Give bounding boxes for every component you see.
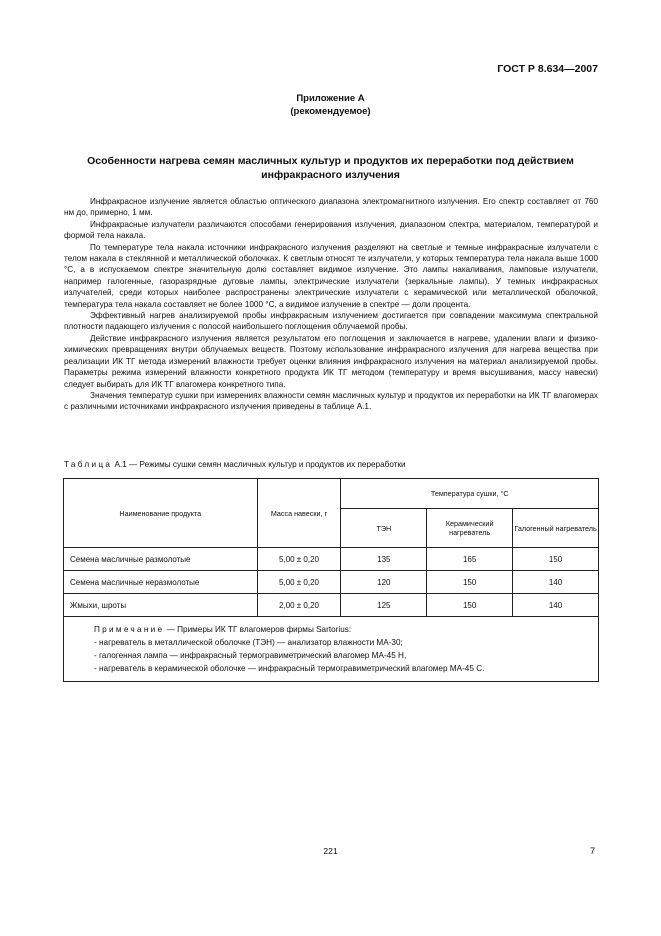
cell-ten: 120 [341,571,427,594]
table-caption-word: Таблица [64,460,113,469]
drying-modes-table [63,478,599,682]
note-word: Примечание [94,625,165,634]
header-product: Наименование продукта [64,479,258,548]
appendix-status: (рекомендуемое) [290,106,371,117]
section-title: Особенности нагрева семян масличных культур и продуктов их переработки под действием инфракрасного излучения [87,155,574,181]
table-note [64,617,599,682]
note-item: - нагреватель в металлической оболочке (ТЭН) — анализатор влажности МА-30; [94,638,403,647]
body-text [64,196,598,413]
cell-mass: 2,00 ± 0,20 [257,594,341,617]
note-item: - галогенная лампа — инфракрасный термогравиметрический влагомер МА-45 Н, [94,651,407,660]
cell-product: Семена масличные размолотые [64,548,258,571]
header-halogen: Галогенный нагреватель [513,509,599,548]
header-temperature: Температура сушки, °С [341,479,599,509]
cell-product: Семена масличные неразмолотые [64,571,258,594]
cell-ceramic: 165 [427,548,513,571]
table-row [64,571,599,594]
cell-ceramic: 150 [427,594,513,617]
table-caption-text: А.1 — Режимы сушки семян масличных культур и продуктов их переработки [114,460,406,469]
cell-ten: 125 [341,594,427,617]
note-item: - нагреватель в керамической оболочке — инфракрасный термогравиметрический влагомер МА-45 С. [94,664,485,673]
paragraph: Действие инфракрасного излучения является результатом его поглощения и заключается в нагреве, удалении влаги и физико-химических превращениях внутри облучаемых веществ. Поэтому использование инфракрасного излучения для нагрева вещества при реализации ИК ТГ метода измерений влажности требует оценки влияния инфракрасного излучения на материал анализируемой пробы. Параметры режима измерений влажности конкретного продукта ИК ТГ методом (температуру и время высушивания, массу навески) следует выбирать для ИК ТГ влагомера конкретного типа. [64,333,598,389]
cell-mass: 5,00 ± 0,20 [257,571,341,594]
note-heading [94,623,590,636]
cell-halogen: 150 [513,548,599,571]
cell-ceramic: 150 [427,571,513,594]
table-row [64,594,599,617]
appendix-heading [0,92,661,118]
table-row [64,548,599,571]
cell-halogen: 140 [513,571,599,594]
paragraph: Инфракрасное излучение является областью оптического диапазона электромагнитного излучения. Его спектр составляет от 760 нм до, примерно, 1 мм. [64,197,598,218]
cell-ten: 135 [341,548,427,571]
header-ten: ТЭН [341,509,427,548]
note-text: — Примеры ИК ТГ влагомеров фирмы Sartorius: [166,625,352,634]
cell-halogen: 140 [513,594,599,617]
document-code: ГОСТ Р 8.634—2007 [497,63,598,75]
cell-mass: 5,00 ± 0,20 [257,548,341,571]
cell-product: Жмыхи, шроты [64,594,258,617]
footer-standard-page: 7 [590,846,596,856]
header-mass: Масса навески, г [257,479,341,548]
appendix-label: Приложение А [296,93,365,104]
table-caption [64,460,406,469]
footer-page-number: 221 [323,846,338,856]
paragraph: Инфракрасные излучатели различаются способами генерирования излучения, диапазоном спектра, материалом, температурой и формой тела накала. [64,219,598,241]
paragraph: Эффективный нагрев анализируемой пробы инфракрасным излучением достигается при совпадении максимума спектральной плотности падающего излучения с полосой наибольшего поглощения облучаемой пробы. [64,311,598,332]
header-ceramic: Керамический нагреватель [427,509,513,548]
paragraph: Значения температур сушки при измерениях влажности семян масличных культур и продуктов их переработки на ИК ТГ влагомерах с различными источниками инфракрасного излучения приведены в таблице А.1. [64,390,598,412]
paragraph: По температуре тела накала источники инфракрасного излучения разделяют на светлые и темные инфракрасные излучатели с телом накала в стеклянной и металлической оболочках. К светлым относят те излучатели, у которых температура тела накала выше 1000 °С, а в испускаемом спектре значительную долю составляет видимое излучение. Это лампы накаливания, ламповые излучатели, например галогенные, газоразрядные дуговые лампы, электрические излучатели (зеркальные лампы). У темных инфракрасных излучателей, среди которых наиболее распространены электрические излучатели с керамической или металлической оболочкой, температура тела накала составляет не более 1000 °С, а видимое излучение в спектре — доли процента. [64,242,598,309]
